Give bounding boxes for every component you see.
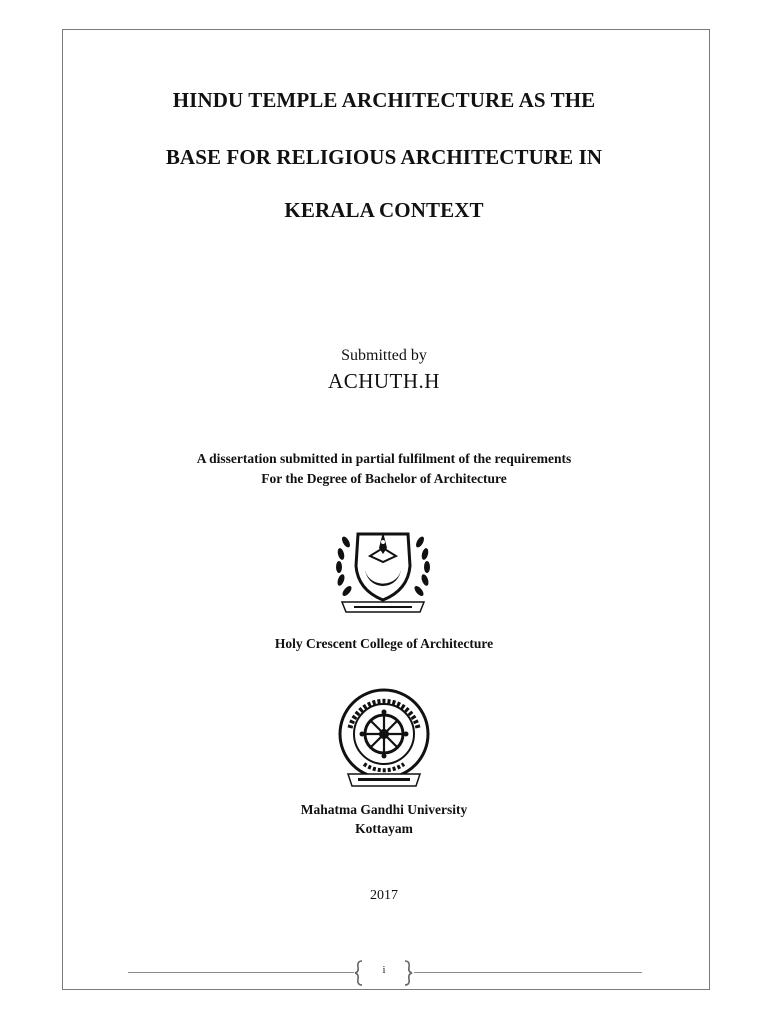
university-seal-icon bbox=[334, 688, 434, 790]
page-number: i bbox=[382, 965, 386, 976]
title-line-2: BASE FOR RELIGIOUS ARCHITECTURE IN bbox=[165, 145, 603, 169]
college-crest-icon bbox=[332, 520, 434, 616]
title-line-3: KERALA CONTEXT bbox=[284, 198, 484, 222]
submitted-by-label: Submitted by bbox=[341, 347, 427, 364]
university-name: Mahatma Gandhi University bbox=[300, 802, 468, 817]
footer-rule-right bbox=[414, 972, 642, 973]
brace-right-icon bbox=[403, 960, 413, 986]
college-name: Holy Crescent College of Architecture bbox=[274, 636, 494, 651]
title-line-1: HINDU TEMPLE ARCHITECTURE AS THE bbox=[172, 88, 596, 112]
degree-statement: For the Degree of Bachelor of Architecture bbox=[261, 471, 507, 486]
university-city: Kottayam bbox=[355, 821, 413, 836]
author-name: ACHUTH.H bbox=[328, 369, 440, 393]
dissertation-statement: A dissertation submitted in partial fulfilment of the requirements bbox=[196, 451, 572, 466]
page-border bbox=[62, 29, 710, 990]
footer-rule-left bbox=[128, 972, 354, 973]
brace-left-icon bbox=[354, 960, 364, 986]
submission-year: 2017 bbox=[370, 888, 398, 903]
